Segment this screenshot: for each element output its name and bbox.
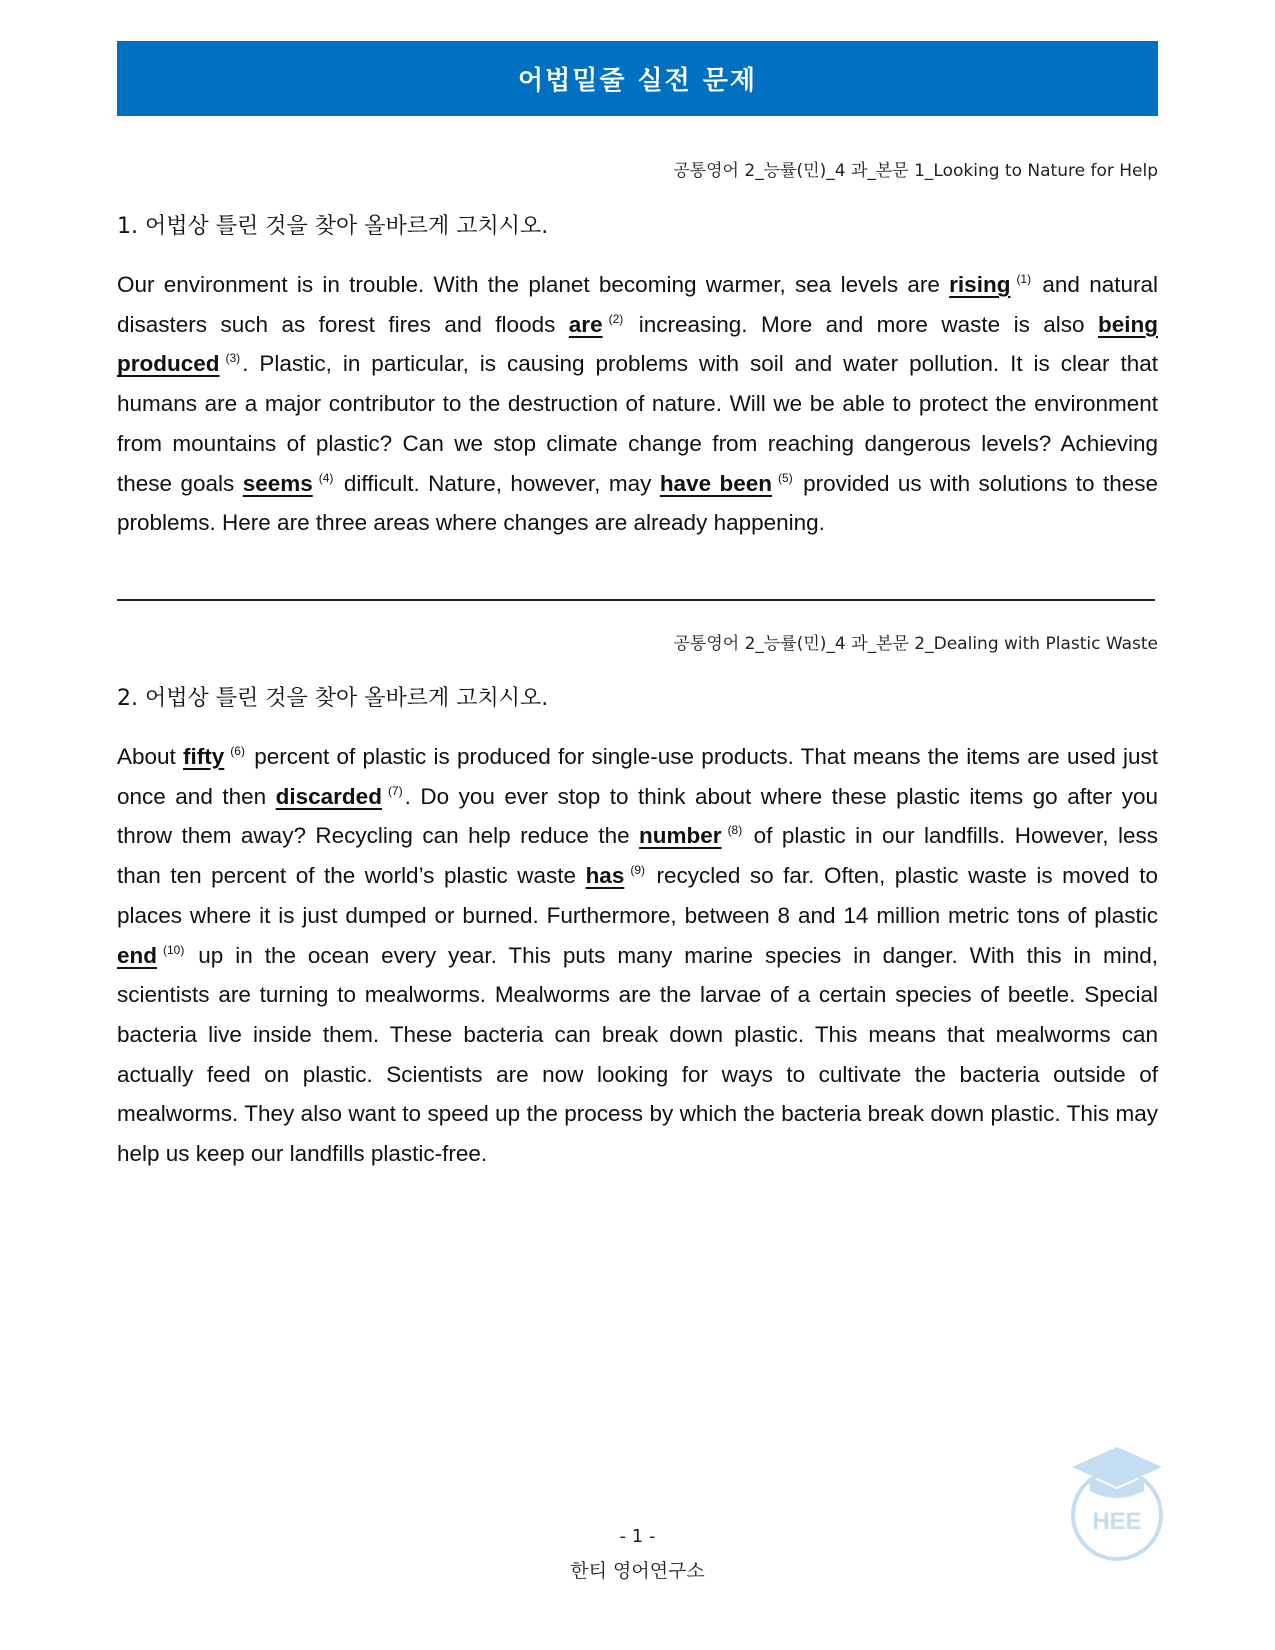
passage-text: About bbox=[117, 744, 184, 769]
underlined-item-3: being produced bbox=[117, 311, 1158, 377]
source-label-1: 공통영어 2_능률(민)_4 과_본문 1_Looking to Nature for Help bbox=[673, 161, 1158, 181]
passage-2 bbox=[117, 737, 1158, 1174]
source-label-2: 공통영어 2_능률(민)_4 과_본문 2_Dealing with Plastic Waste bbox=[673, 634, 1158, 654]
passage-text: provided us with solutions to these problems. Here are three areas where changes are already happening. bbox=[117, 470, 1158, 536]
page-number: - 1 - bbox=[619, 1526, 656, 1547]
underlined-item-5: have been bbox=[659, 470, 773, 496]
logo-text: HEE bbox=[1092, 1508, 1142, 1535]
footer-organization: 한티 영어연구소 bbox=[570, 1560, 705, 1582]
passage-text: up in the ocean every year. This puts many marine species in danger. With this in mind, scientists are turning to mealworms. Mealworms are the larvae of a certain species of beetle. Special bacteria live inside them. These bacteria can break down plastic. This means that mealworms can actually feed on plastic. Scientists are now looking for ways to cultivate the bacteria outside of mealworms. They also want to speed up the process by which the bacteria break down plastic. This may help us keep our landfills plastic-free. bbox=[117, 942, 1158, 1167]
passage-text: of plastic in our landfills. However, less than ten percent of the world’s plastic waste bbox=[117, 823, 1158, 889]
underlined-item-1: rising bbox=[949, 272, 1011, 297]
item-number-9: (9) bbox=[630, 863, 646, 878]
item-number-7: (7) bbox=[387, 783, 403, 798]
underlined-item-9: has bbox=[585, 863, 625, 889]
page-title-banner bbox=[117, 41, 1158, 116]
item-number-3: (3) bbox=[225, 351, 241, 366]
question-2: 2. 어법상 틀린 것을 찾아 올바르게 고치시오. bbox=[117, 686, 549, 711]
underlined-item-6: fifty bbox=[183, 744, 225, 769]
underlined-item-10: end bbox=[117, 942, 158, 968]
item-number-10: (10) bbox=[163, 942, 185, 957]
passage-text: Our environment is in trouble. With the planet becoming warmer, sea levels are bbox=[117, 272, 950, 297]
item-number-1: (1) bbox=[1016, 272, 1032, 286]
logo-cap bbox=[1072, 1447, 1162, 1487]
passage-text: percent of plastic is produced for single-use products. That means the items are used just once and then bbox=[117, 744, 1158, 809]
question-1: 1. 어법상 틀린 것을 찾아 올바르게 고치시오. bbox=[117, 214, 549, 239]
underlined-item-7: discarded bbox=[275, 783, 382, 809]
underlined-item-2: are bbox=[568, 311, 603, 337]
item-number-4: (4) bbox=[318, 470, 334, 485]
underlined-item-8: number bbox=[639, 823, 722, 849]
passage-1 bbox=[117, 265, 1158, 543]
page-title: 어법밑줄 실전 문제 bbox=[517, 66, 758, 96]
item-number-2: (2) bbox=[608, 311, 624, 326]
graduation-cap-logo-icon bbox=[1062, 1445, 1172, 1565]
answer-line[interactable] bbox=[117, 599, 1155, 601]
passage-text: . Plastic, in particular, is causing problems with soil and water pollution. It is clear that humans are a major contributor to the destruction of nature. Will we be able to protect the environment from mountains of plastic? Can we stop climate change from reaching dangerous levels? Achieving these goals bbox=[117, 351, 1158, 496]
passage-text: difficult. Nature, however, may bbox=[335, 470, 660, 496]
item-number-6: (6) bbox=[230, 744, 245, 758]
item-number-5: (5) bbox=[778, 470, 793, 485]
passage-text: . Do you ever stop to think about where these plastic items go after you throw them away? Recycling can help reduce the bbox=[117, 783, 1158, 849]
passage-text: recycled so far. Often, plastic waste is moved to places where it is just dumped or burned. Furthermore, between 8 and 14 million metric tons of plastic bbox=[117, 863, 1158, 928]
passage-text: increasing. More and more waste is also bbox=[625, 311, 1098, 337]
item-number-8: (8) bbox=[727, 823, 743, 838]
underlined-item-4: seems bbox=[242, 470, 313, 496]
passage-text: and natural disasters such as forest fires and floods bbox=[117, 272, 1158, 337]
